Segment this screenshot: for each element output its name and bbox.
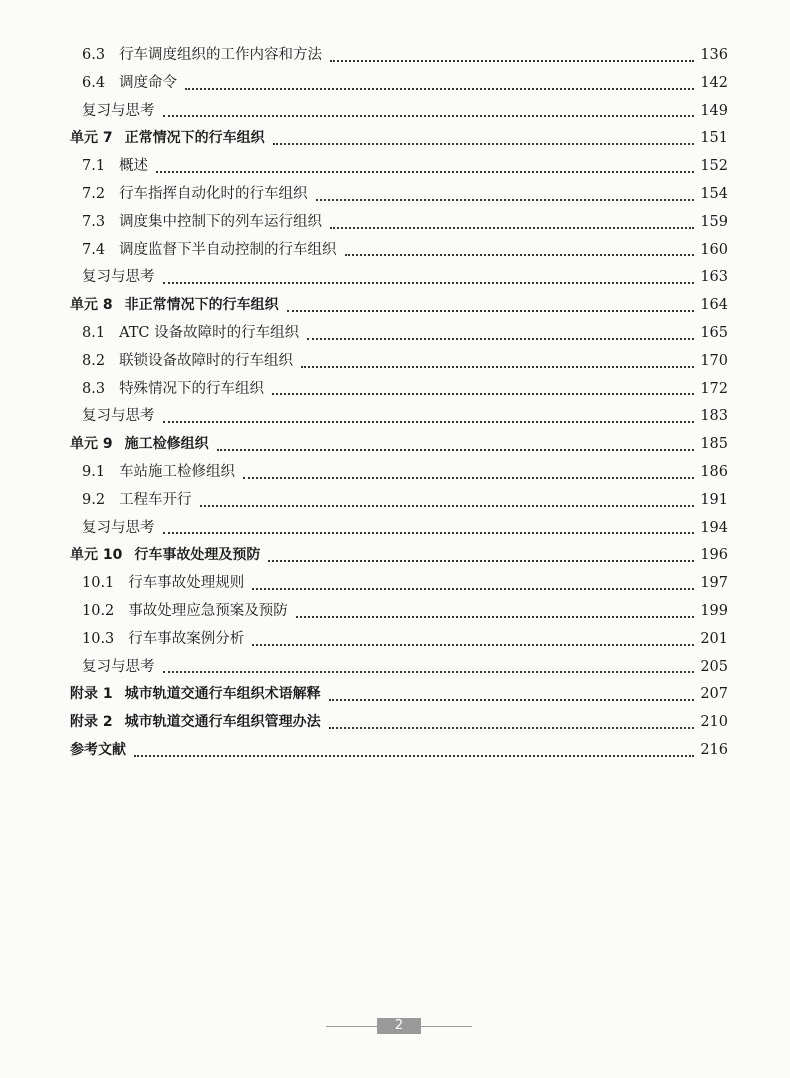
toc-entry[interactable]: [70, 292, 728, 320]
toc-entry-title: 调度命令: [119, 74, 178, 91]
toc-entry[interactable]: [70, 681, 728, 709]
toc-entry-number: 7.3: [82, 213, 106, 230]
toc-entry-title: 调度集中控制下的列车运行组织: [119, 213, 323, 230]
toc-entry-title: 城市轨道交通行车组织术语解释: [124, 686, 321, 703]
toc-entry-page: 165: [700, 324, 728, 341]
dot-leader: [217, 449, 694, 451]
toc-entry-page: 151: [700, 130, 728, 147]
toc-entry-number: 9.2: [82, 491, 106, 508]
toc-entry[interactable]: [70, 320, 728, 348]
toc-entry-number: 7.4: [82, 241, 106, 258]
toc-entry[interactable]: [70, 264, 728, 292]
toc-entry-number: 10.1: [82, 575, 115, 592]
dot-leader: [163, 532, 695, 534]
dot-leader: [316, 199, 694, 201]
toc-entry-page: 199: [700, 602, 728, 619]
toc-entry[interactable]: [70, 737, 728, 765]
page-number: 2: [377, 1018, 421, 1034]
toc-entry[interactable]: [70, 459, 728, 487]
toc-entry-page: 191: [700, 491, 728, 508]
toc-entry[interactable]: [70, 654, 728, 682]
page-footer: [326, 1018, 472, 1034]
dot-leader: [273, 143, 694, 145]
toc-entry-number: 单元 9: [70, 436, 113, 453]
toc-entry-number: 7.1: [82, 158, 106, 175]
toc-entry-title: 工程车开行: [119, 491, 192, 508]
dot-leader: [252, 588, 694, 590]
toc-entry-page: 163: [700, 269, 728, 286]
toc-entry-number: 10.3: [82, 630, 115, 647]
toc-entry[interactable]: [70, 376, 728, 404]
toc-entry-title: 车站施工检修组织: [119, 463, 236, 480]
toc-entry-number: 附录 2: [70, 714, 113, 731]
toc-entry[interactable]: [70, 153, 728, 181]
toc-entry-page: 170: [700, 352, 728, 369]
toc-entry-page: 201: [700, 630, 728, 647]
toc-entry-number: 单元 7: [70, 130, 113, 147]
toc-entry[interactable]: [70, 125, 728, 153]
toc-entry-page: 159: [700, 213, 728, 230]
toc-entry-title: 联锁设备故障时的行车组织: [119, 352, 294, 369]
toc-entry-page: 142: [700, 74, 728, 91]
toc-entry-page: 205: [700, 658, 728, 675]
dot-leader: [163, 282, 695, 284]
dot-leader: [287, 310, 694, 312]
toc-entry-title: 施工检修组织: [124, 436, 209, 453]
dot-leader: [301, 366, 694, 368]
dot-leader: [329, 699, 694, 701]
toc-entry[interactable]: [70, 237, 728, 265]
dot-leader: [163, 421, 695, 423]
dot-leader: [296, 616, 694, 618]
toc-entry-page: 196: [700, 547, 728, 564]
dot-leader: [345, 254, 694, 256]
toc-entry-title: 复习与思考: [82, 102, 155, 119]
dot-leader: [329, 727, 694, 729]
toc-entry-page: 183: [700, 408, 728, 425]
toc-entry-number: 10.2: [82, 602, 115, 619]
toc-entry-number: 6.3: [82, 47, 106, 63]
dot-leader: [163, 115, 695, 117]
toc-entry[interactable]: [70, 209, 728, 237]
dot-leader: [185, 88, 694, 90]
toc-entry[interactable]: [70, 431, 728, 459]
toc-entry[interactable]: [70, 348, 728, 376]
dot-leader: [252, 644, 694, 646]
toc-entry-title: 复习与思考: [82, 519, 155, 536]
toc-entry-number: 单元 10: [70, 547, 123, 564]
toc-entry-title: 行车指挥自动化时的行车组织: [119, 185, 308, 202]
toc-entry-title: 参考文献: [70, 741, 126, 758]
toc-entry[interactable]: [70, 403, 728, 431]
dot-leader: [268, 560, 694, 562]
toc-entry[interactable]: [70, 598, 728, 626]
toc-entry-title: 复习与思考: [82, 658, 155, 675]
toc-entry-number: 8.3: [82, 380, 106, 397]
toc-entry[interactable]: [70, 626, 728, 654]
toc-entry-page: 197: [700, 575, 728, 592]
toc-entry-title: 特殊情况下的行车组织: [119, 380, 265, 397]
toc-entry-page: 185: [700, 436, 728, 453]
toc-entry-page: 160: [700, 241, 728, 258]
toc-entry[interactable]: [70, 570, 728, 598]
toc-entry-title: 复习与思考: [82, 408, 155, 425]
toc-entry-number: 附录 1: [70, 686, 113, 703]
toc-entry-page: 136: [700, 47, 728, 63]
toc-entry-number: 9.1: [82, 463, 106, 480]
toc-entry-page: 152: [700, 158, 728, 175]
dot-leader: [163, 671, 695, 673]
toc-entry-title: 行车调度组织的工作内容和方法: [119, 47, 323, 63]
toc-entry-title: 事故处理应急预案及预防: [128, 602, 288, 619]
toc-entry-title: 行车事故处理规则: [128, 575, 245, 592]
toc-entry-number: 6.4: [82, 74, 106, 91]
toc-entry-number: 单元 8: [70, 297, 113, 314]
toc-entry-number: 8.2: [82, 352, 106, 369]
toc-entry-page: 149: [700, 102, 728, 119]
toc-entry[interactable]: [70, 98, 728, 126]
toc-entry[interactable]: [70, 70, 728, 98]
dot-leader: [134, 755, 694, 757]
dot-leader: [330, 227, 694, 229]
toc-entry-title: 正常情况下的行车组织: [124, 130, 265, 147]
dot-leader: [330, 60, 694, 62]
toc-entry-title: 城市轨道交通行车组织管理办法: [124, 714, 321, 731]
dot-leader: [200, 505, 694, 507]
toc-entry-title: 行车事故处理及预防: [134, 547, 261, 564]
toc-entry[interactable]: [70, 709, 728, 737]
toc-entry-title: 概述: [119, 158, 149, 175]
toc-entry-title: 非正常情况下的行车组织: [124, 297, 279, 314]
toc-entry-title: 行车事故案例分析: [128, 630, 245, 647]
toc-entry[interactable]: [70, 487, 728, 515]
toc-entry-page: 164: [700, 297, 728, 314]
toc-entry-number: 7.2: [82, 185, 106, 202]
toc-entry[interactable]: [70, 515, 728, 543]
toc-entry-title: 复习与思考: [82, 269, 155, 286]
table-of-contents: [70, 42, 728, 765]
toc-entry-page: 207: [700, 686, 728, 703]
toc-entry-title: 调度监督下半自动控制的行车组织: [119, 241, 337, 258]
dot-leader: [272, 393, 694, 395]
toc-entry-number: 8.1: [82, 324, 106, 341]
toc-entry-page: 194: [700, 519, 728, 536]
toc-entry-title: ATC 设备故障时的行车组织: [119, 324, 300, 341]
toc-entry[interactable]: [70, 542, 728, 570]
toc-entry-page: 172: [700, 380, 728, 397]
toc-entry-page: 186: [700, 463, 728, 480]
dot-leader: [243, 477, 694, 479]
dot-leader: [307, 338, 694, 340]
toc-entry[interactable]: [70, 42, 728, 70]
toc-entry[interactable]: [70, 181, 728, 209]
toc-entry-page: 154: [700, 185, 728, 202]
toc-entry-page: 210: [700, 714, 728, 731]
dot-leader: [156, 171, 694, 173]
toc-entry-page: 216: [700, 741, 728, 758]
